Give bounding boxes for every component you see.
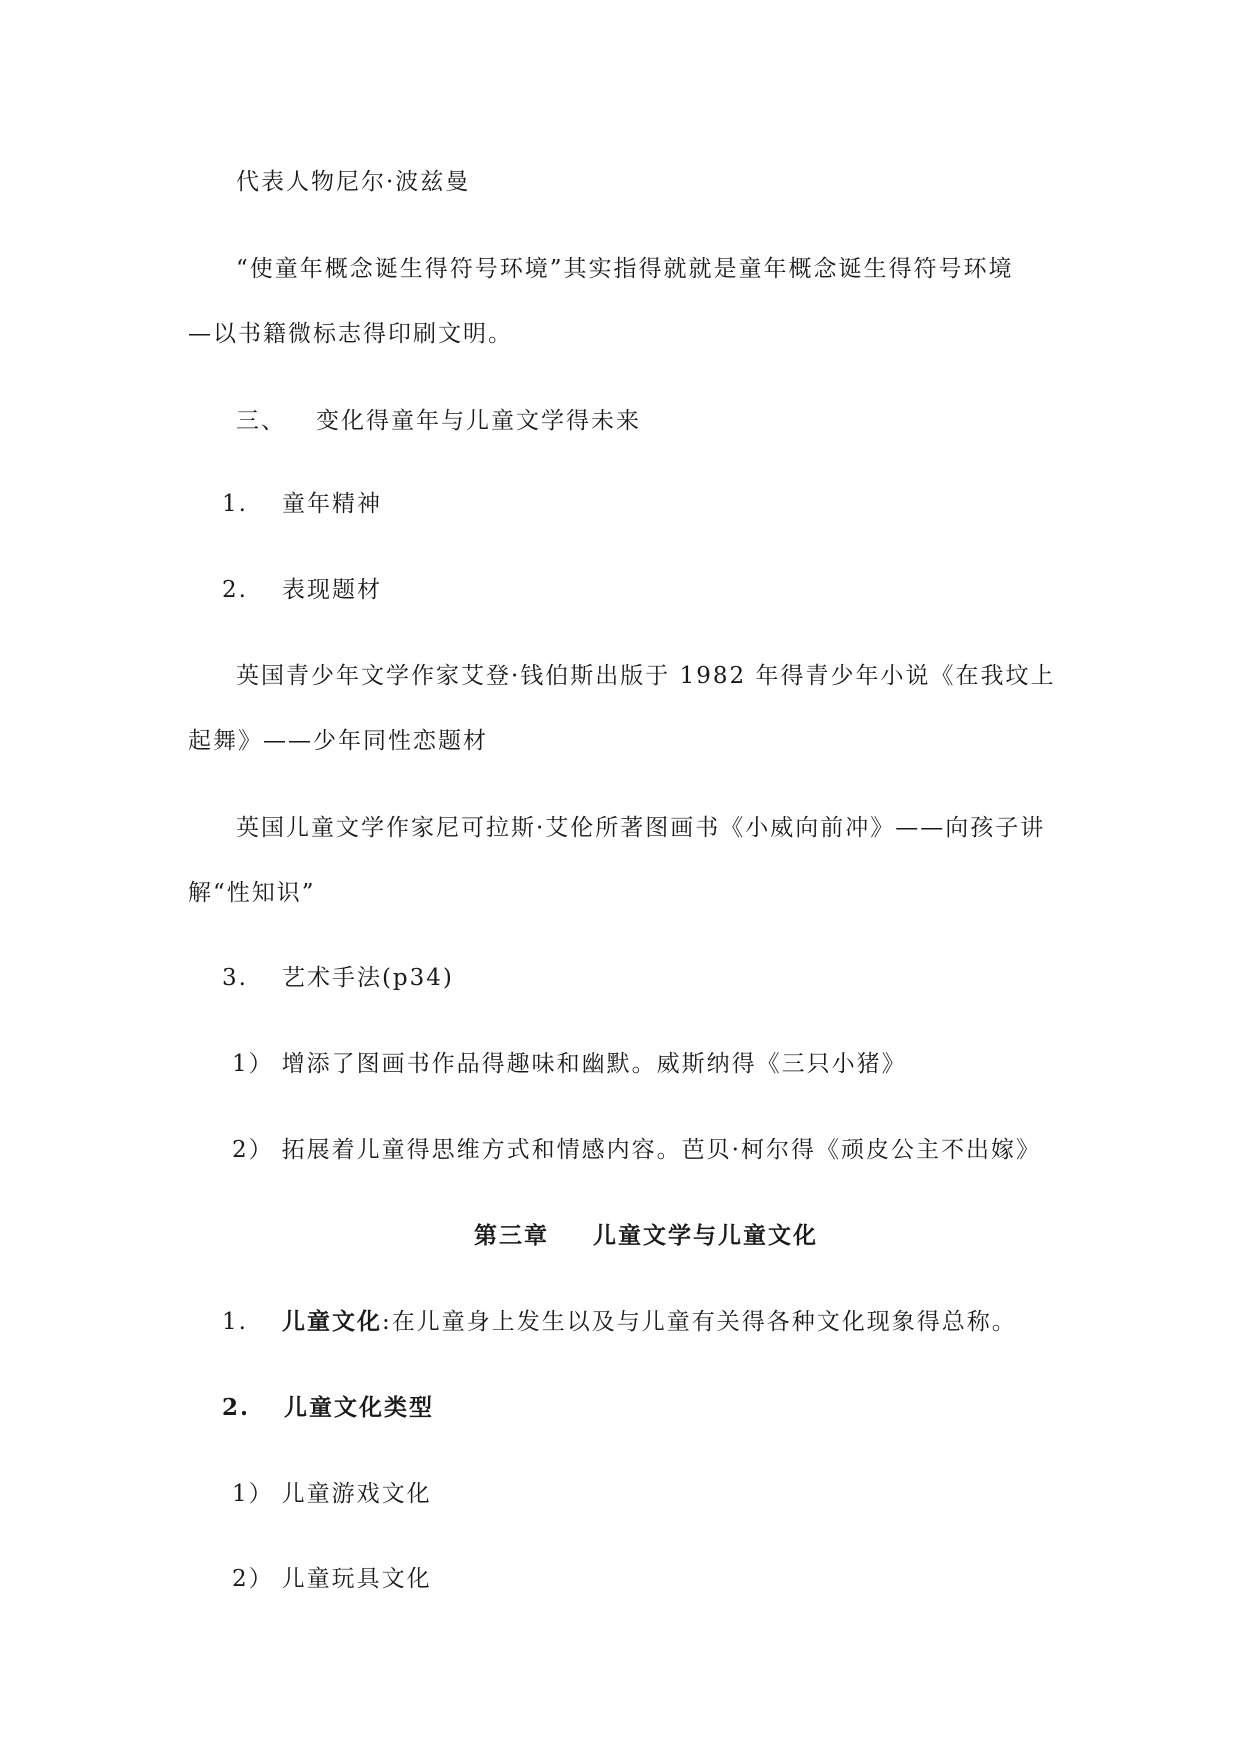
item-text: 儿童文化类型 xyxy=(284,1394,435,1421)
item-number: 2. xyxy=(222,577,248,603)
chapter-heading xyxy=(474,1220,818,1252)
sub-list-item xyxy=(232,1478,432,1510)
representative-text: 代表人物尼尔·波兹曼 xyxy=(236,169,471,195)
definition-text: :在儿童身上发生以及与儿童有关得各种文化现象得总称。 xyxy=(381,1309,1017,1335)
sub-item-text: 增添了图画书作品得趣味和幽默。威斯纳得《三只小猪》 xyxy=(281,1051,907,1077)
representative-line xyxy=(236,166,470,198)
paragraph-text: “使童年概念诞生得符号环境”其实指得就就是童年概念诞生得符号环境 xyxy=(236,256,1014,282)
paragraph-text: 英国青少年文学作家艾登·钱伯斯出版于 1982 年得青少年小说《在我坟上 xyxy=(236,663,1056,689)
section-number: 三、 xyxy=(236,408,286,434)
paragraph-chambers-line1 xyxy=(236,660,1055,692)
sub-item-number: 2） xyxy=(232,1566,274,1592)
paragraph-allan-line2 xyxy=(188,877,316,909)
item-text: 艺术手法(p34) xyxy=(281,965,454,991)
item-number: 1. xyxy=(222,1309,248,1335)
list-item xyxy=(222,574,382,606)
sub-list-item xyxy=(232,1563,432,1595)
list-item-heading xyxy=(222,1392,434,1424)
definition-term: 儿童文化 xyxy=(281,1308,382,1335)
paragraph-symbol-env-line1 xyxy=(236,253,1014,285)
section-title: 变化得童年与儿童文学得未来 xyxy=(316,408,641,434)
sub-item-text: 儿童游戏文化 xyxy=(281,1481,432,1507)
paragraph-symbol-env-line2 xyxy=(188,318,513,350)
chapter-number: 第三章 xyxy=(474,1222,549,1249)
paragraph-text: 起舞》——少年同性恋题材 xyxy=(188,728,488,754)
item-number: 3. xyxy=(222,965,248,991)
paragraph-text: 英国儿童文学作家尼可拉斯·艾伦所著图画书《小威向前冲》——向孩子讲 xyxy=(236,815,1046,841)
sub-item-number: 1） xyxy=(232,1481,274,1507)
sub-item-text: 拓展着儿童得思维方式和情感内容。芭贝·柯尔得《顽皮公主不出嫁》 xyxy=(281,1137,1041,1163)
definition-item xyxy=(222,1306,1017,1338)
list-item xyxy=(222,488,382,520)
paragraph-chambers-line2 xyxy=(188,725,488,757)
item-number: 2. xyxy=(222,1394,251,1421)
sub-list-item xyxy=(232,1048,907,1080)
item-number: 1. xyxy=(222,491,248,517)
sub-list-item xyxy=(232,1134,1041,1166)
sub-item-number: 2） xyxy=(232,1137,274,1163)
item-text: 童年精神 xyxy=(281,491,382,517)
paragraph-text: —以书籍微标志得印刷文明。 xyxy=(188,321,513,347)
chapter-title: 儿童文学与儿童文化 xyxy=(593,1222,818,1249)
section-heading-3 xyxy=(236,405,641,437)
item-text: 表现题材 xyxy=(281,577,382,603)
sub-item-number: 1） xyxy=(232,1051,274,1077)
sub-item-text: 儿童玩具文化 xyxy=(281,1566,432,1592)
paragraph-text: 解“性知识” xyxy=(188,880,316,906)
paragraph-allan-line1 xyxy=(236,812,1045,844)
list-item xyxy=(222,962,454,994)
